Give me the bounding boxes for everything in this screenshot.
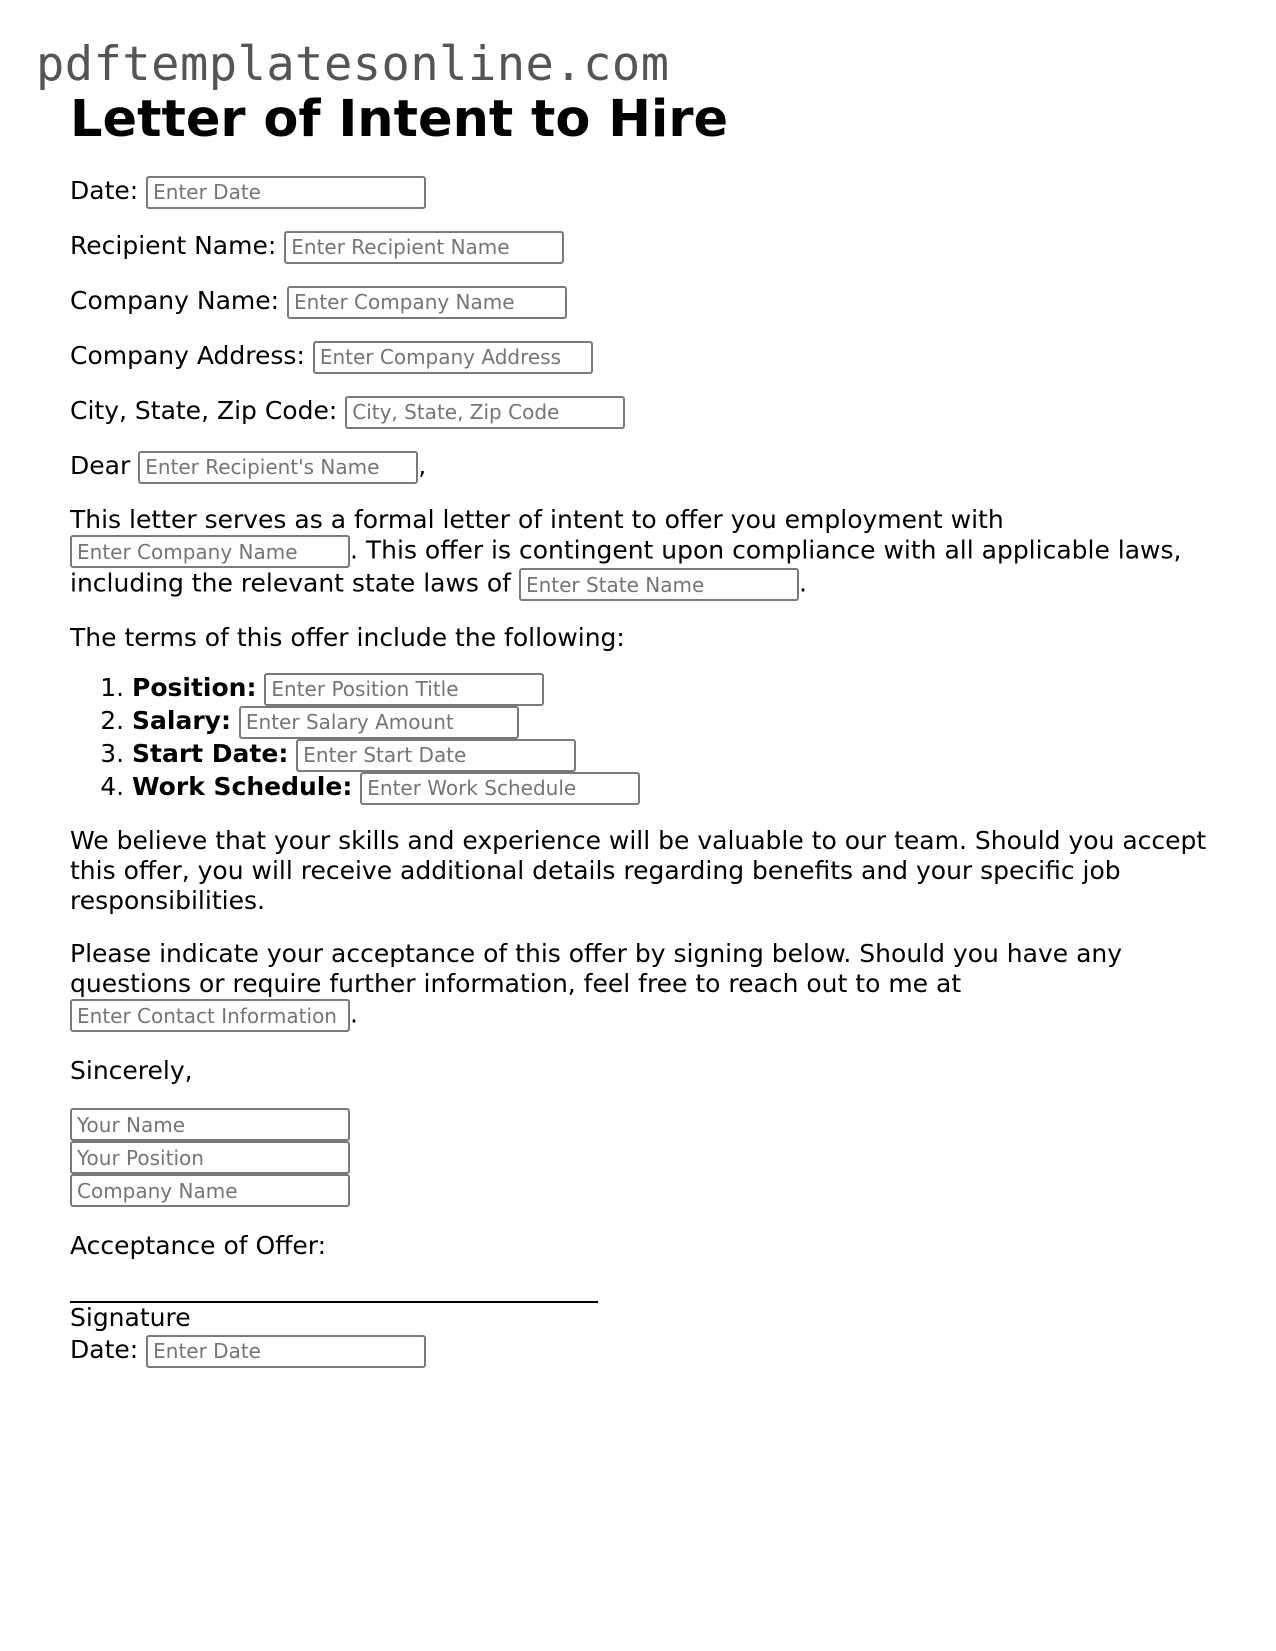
city-state-zip-field[interactable] bbox=[345, 396, 625, 429]
acceptance-period: . bbox=[350, 999, 358, 1029]
acceptance-date-field[interactable] bbox=[146, 1335, 426, 1368]
company-label: Company Name: bbox=[70, 286, 280, 315]
your-name-field[interactable] bbox=[70, 1108, 350, 1141]
recipient-label: Recipient Name: bbox=[70, 231, 277, 260]
recipient-name-field[interactable] bbox=[284, 231, 564, 264]
salutation-row bbox=[70, 449, 1220, 483]
salutation-dear: Dear bbox=[70, 451, 131, 480]
city-label: City, State, Zip Code: bbox=[70, 396, 338, 425]
position-label: Position: bbox=[132, 673, 257, 702]
city-row bbox=[70, 394, 1220, 428]
list-item bbox=[132, 737, 1220, 770]
work-schedule-field[interactable] bbox=[360, 772, 640, 805]
list-item bbox=[132, 671, 1220, 704]
closing: Sincerely, bbox=[70, 1056, 193, 1085]
acceptance-text: Please indicate your acceptance of this offer by signing below. Should you have any questions or require further information, feel free to reach out to me at bbox=[70, 939, 1123, 998]
position-title-field[interactable] bbox=[264, 673, 544, 706]
terms-list bbox=[70, 671, 1220, 803]
contact-info-field[interactable] bbox=[70, 999, 350, 1032]
acceptance-heading: Acceptance of Offer: bbox=[70, 1231, 327, 1260]
list-item bbox=[132, 770, 1220, 803]
intro-line2: . This offer is contingent upon compliance with all applicable laws, bbox=[350, 535, 1182, 565]
acceptance-date-row bbox=[70, 1333, 1220, 1367]
salary-label: Salary: bbox=[132, 706, 231, 735]
date-label: Date: bbox=[70, 176, 139, 205]
recipient-row bbox=[70, 229, 1220, 263]
acceptance-paragraph bbox=[70, 939, 1220, 1032]
intro-line3: including the relevant state laws of bbox=[70, 568, 511, 598]
start-date-field[interactable] bbox=[296, 739, 576, 772]
address-row bbox=[70, 339, 1220, 373]
acceptance-date-label: Date: bbox=[70, 1335, 139, 1364]
intro-paragraph bbox=[70, 505, 1220, 601]
company-address-field[interactable] bbox=[313, 341, 593, 374]
company-name-field[interactable] bbox=[287, 286, 567, 319]
date-row bbox=[70, 174, 1220, 208]
start-date-label: Start Date: bbox=[132, 739, 289, 768]
intro-company-field[interactable] bbox=[70, 535, 350, 568]
belief-paragraph: We believe that your skills and experience will be valuable to our team. Should you accept this offer, you will receive additional details regarding benefits and your specific job responsibilities. bbox=[70, 826, 1207, 915]
state-name-field[interactable] bbox=[519, 568, 799, 601]
signer-fields bbox=[70, 1108, 1220, 1207]
address-label: Company Address: bbox=[70, 341, 305, 370]
watermark: pdftemplatesonline.com bbox=[36, 37, 670, 92]
your-position-field[interactable] bbox=[70, 1141, 350, 1174]
letter-form bbox=[70, 88, 1220, 1367]
list-item bbox=[132, 704, 1220, 737]
signature-label: Signature bbox=[70, 1303, 191, 1332]
intro-line1: This letter serves as a formal letter of intent to offer you employment with bbox=[70, 505, 1004, 534]
signer-company-field[interactable] bbox=[70, 1174, 350, 1207]
salutation-comma: , bbox=[418, 451, 427, 480]
work-schedule-label: Work Schedule: bbox=[132, 772, 353, 801]
terms-intro: The terms of this offer include the following: bbox=[70, 623, 625, 652]
company-row bbox=[70, 284, 1220, 318]
salary-amount-field[interactable] bbox=[239, 706, 519, 739]
date-field[interactable] bbox=[146, 176, 426, 209]
salutation-name-field[interactable] bbox=[138, 451, 418, 484]
intro-period: . bbox=[798, 568, 807, 598]
page-title: Letter of Intent to Hire bbox=[70, 90, 729, 149]
